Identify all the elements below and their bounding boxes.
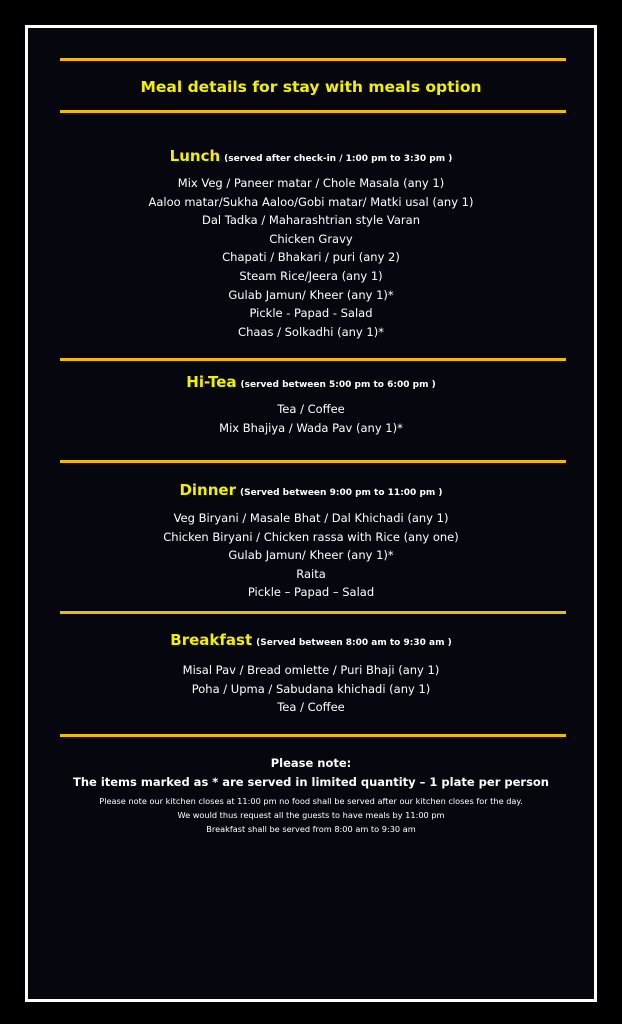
- menu-item: Chicken Biryani / Chicken rassa with Rice (any one): [163, 529, 459, 544]
- divider-lunch: [60, 358, 566, 361]
- meal-details-panel: [25, 25, 597, 1002]
- divider-dinner: [60, 611, 566, 614]
- menu-item: Tea / Coffee: [277, 700, 345, 715]
- menu-item: Pickle - Papad - Salad: [249, 306, 373, 321]
- menu-item: Steam Rice/Jeera (any 1): [239, 268, 383, 283]
- menu-item: Chapati / Bhakari / puri (any 2): [222, 250, 400, 265]
- menu-item: Poha / Upma / Sabudana khichadi (any 1): [191, 681, 431, 696]
- note-meal-deadline: We would thus request all the guests to have meals by 11:00 pm: [177, 810, 445, 820]
- menu-item: Veg Biryani / Masale Bhat / Dal Khichadi (any 1): [173, 511, 449, 525]
- section-breakfast-items: [28, 661, 594, 717]
- section-breakfast-heading: [28, 630, 594, 649]
- menu-item: Mix Veg / Paneer matar / Chole Masala (any 1): [177, 176, 445, 190]
- menu-item: Chaas / Solkadhi (any 1)*: [238, 324, 384, 339]
- section-timing: (Served between 8:00 am to 9:30 am ): [256, 638, 452, 648]
- section-name: Lunch: [169, 147, 221, 165]
- page-title: Meal details for stay with meals option: [140, 78, 482, 96]
- section-hitea-heading: [28, 372, 594, 391]
- section-name: Dinner: [179, 481, 236, 499]
- menu-item: Gulab Jamun/ Kheer (any 1)*: [228, 287, 394, 302]
- divider-breakfast: [60, 734, 566, 737]
- section-name: Hi-Tea: [186, 373, 237, 391]
- note-kitchen-close: Please note our kitchen closes at 11:00 pm no food shall be served after our kitchen closes for the day.: [99, 796, 523, 806]
- divider-title: [60, 110, 566, 113]
- menu-item: Gulab Jamun/ Kheer (any 1)*: [228, 548, 394, 563]
- menu-item: Misal Pav / Bread omlette / Puri Bhaji (any 1): [182, 663, 440, 677]
- menu-item: Dal Tadka / Maharashtrian style Varan: [201, 213, 420, 228]
- divider-top: [60, 58, 566, 61]
- menu-item: Pickle – Papad – Salad: [247, 585, 375, 600]
- note-breakfast-time: Breakfast shall be served from 8:00 am to 9:30 am: [206, 824, 416, 834]
- section-name: Breakfast: [170, 631, 253, 649]
- section-hitea-items: [28, 400, 594, 437]
- section-timing: (Served between 9:00 pm to 11:00 pm ): [239, 488, 443, 498]
- menu-item: Raita: [296, 566, 326, 581]
- section-dinner-items: [28, 509, 594, 602]
- menu-item: Tea / Coffee: [277, 402, 345, 416]
- section-dinner-heading: [28, 480, 594, 499]
- divider-hitea: [60, 460, 566, 463]
- section-timing: (served after check-in / 1:00 pm to 3:30 pm ): [224, 154, 453, 164]
- section-lunch-items: [28, 174, 594, 341]
- note-limited-quantity: The items marked as * are served in limited quantity – 1 plate per person: [72, 775, 549, 789]
- menu-item: Chicken Gravy: [269, 231, 353, 246]
- section-lunch-heading: [28, 146, 594, 165]
- section-timing: (served between 5:00 pm to 6:00 pm ): [240, 380, 436, 390]
- note-heading: Please note:: [270, 756, 352, 770]
- menu-item: Aaloo matar/Sukha Aaloo/Gobi matar/ Matki usal (any 1): [148, 194, 474, 209]
- menu-item: Mix Bhajiya / Wada Pav (any 1)*: [219, 420, 403, 435]
